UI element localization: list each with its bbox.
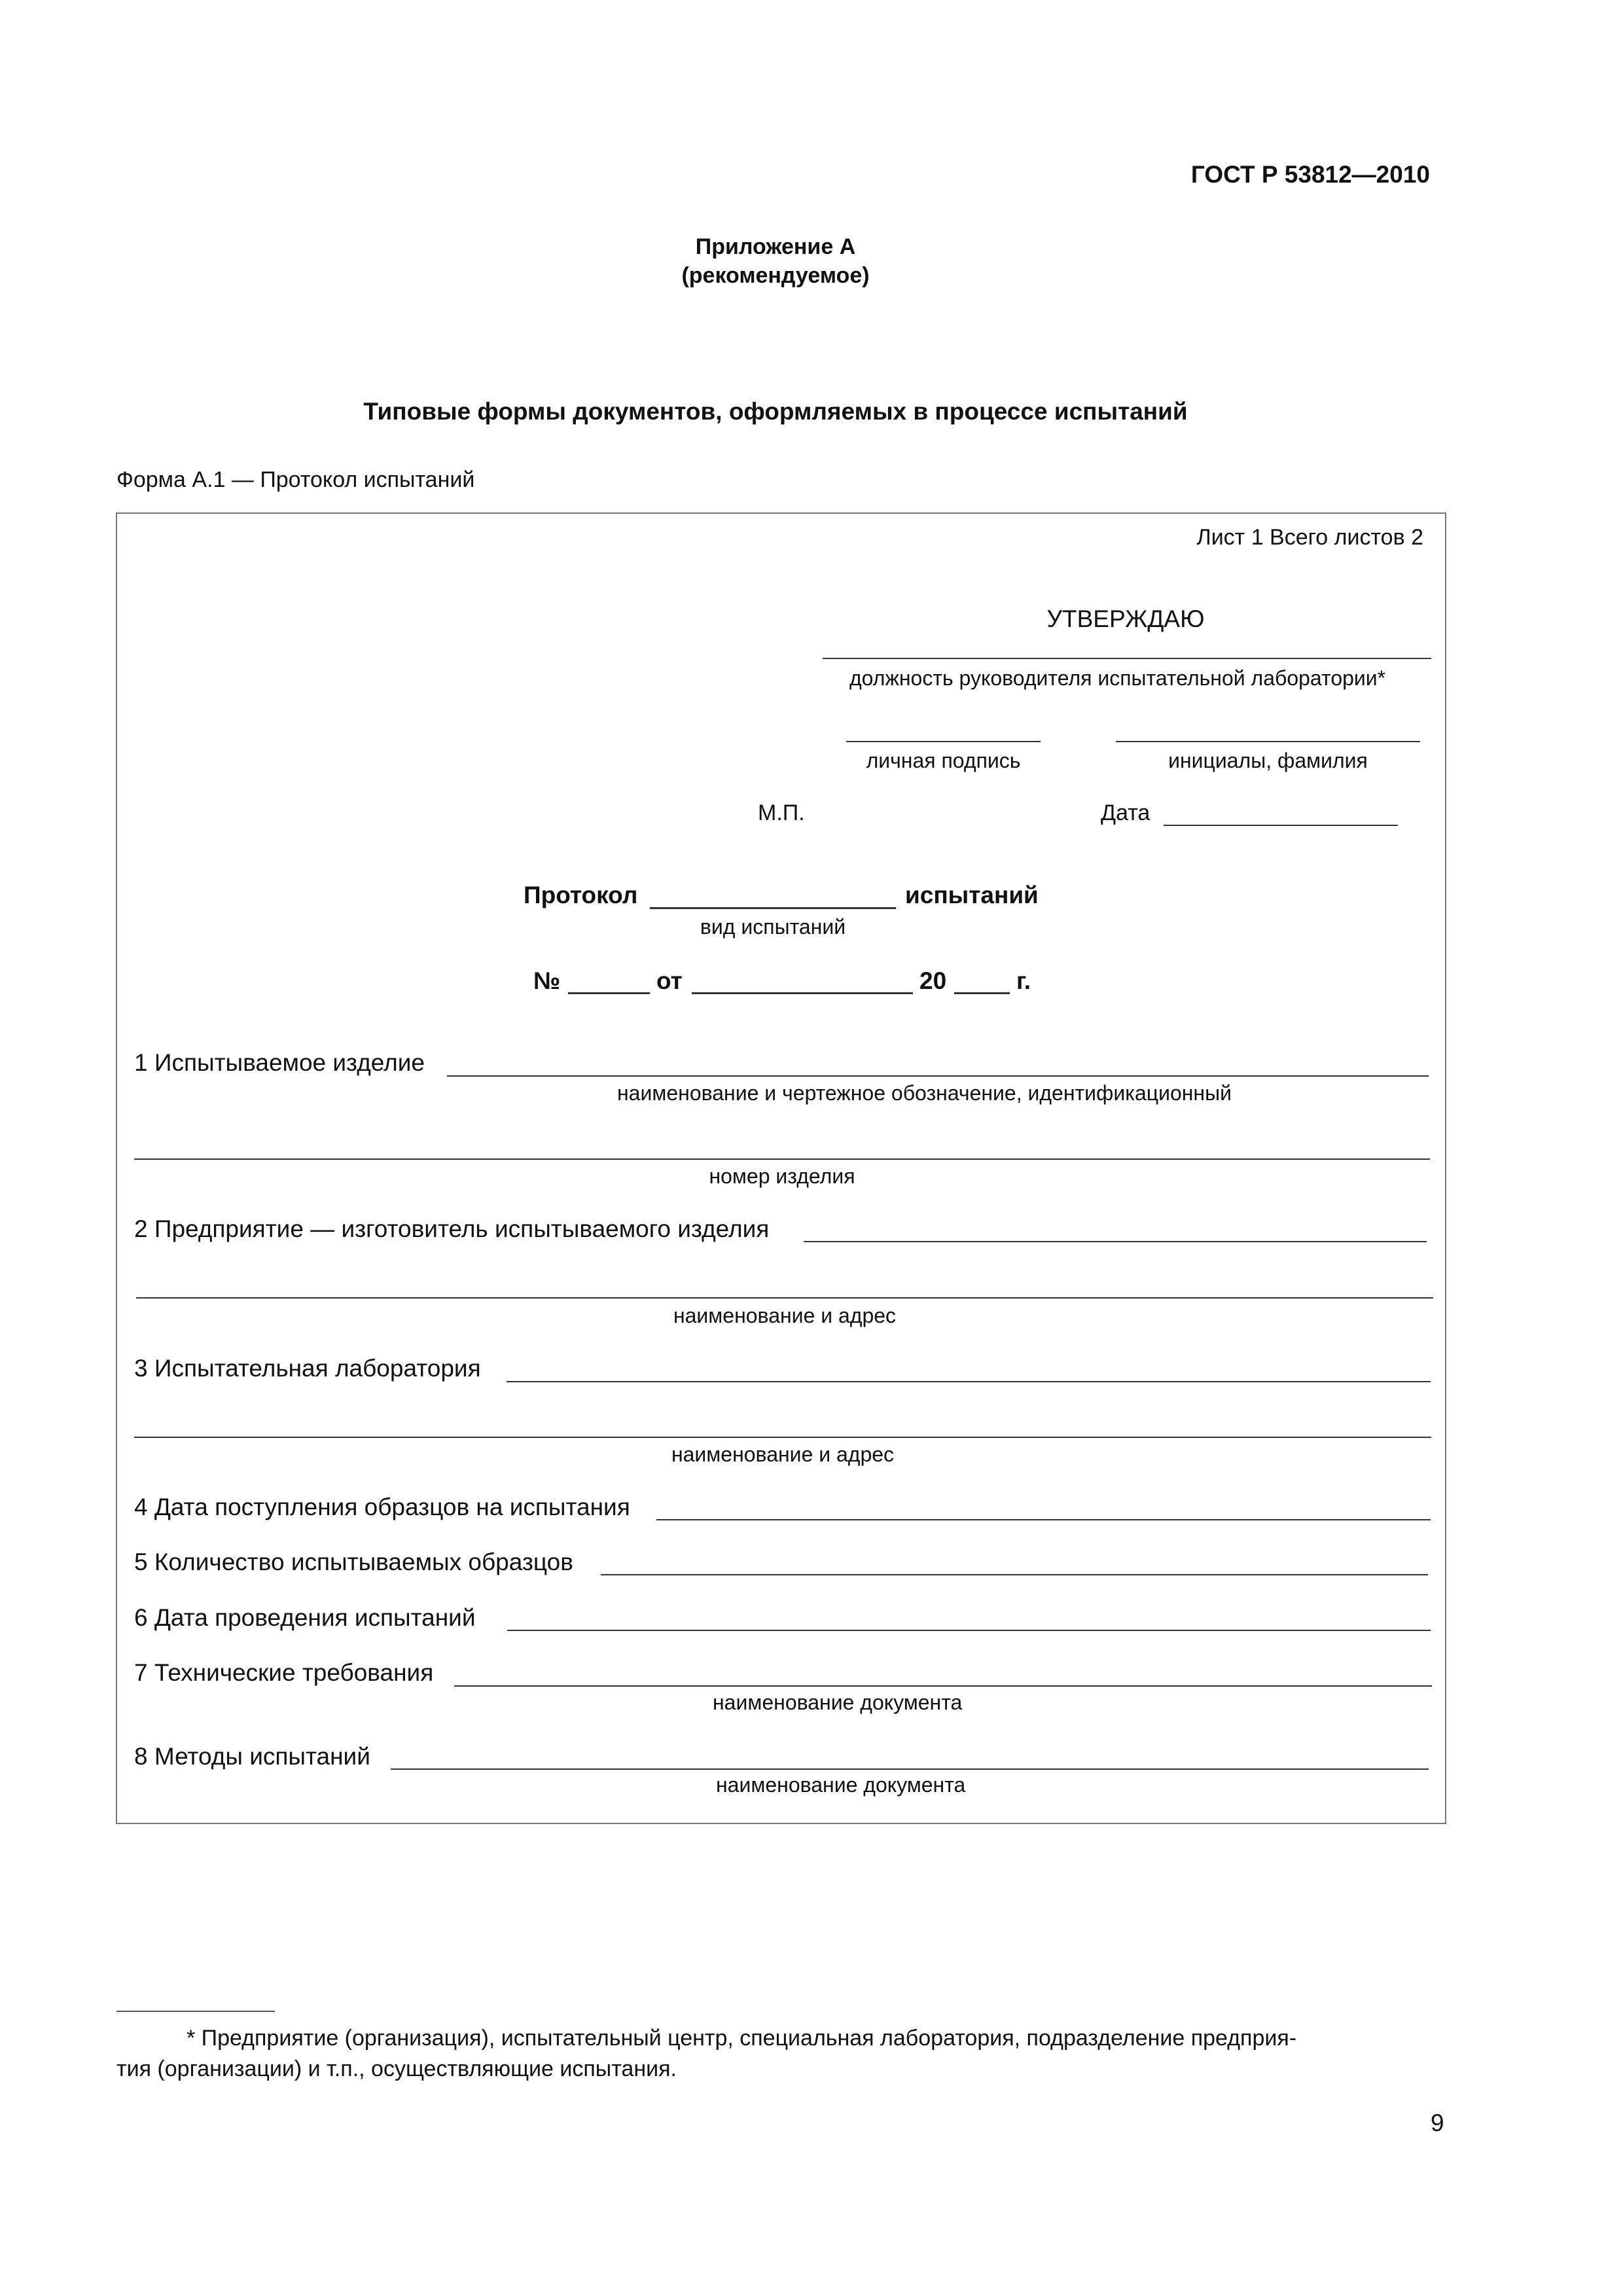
position-caption: должность руководителя испытательной лаборатории* <box>849 666 1386 690</box>
item-8-caption: наименование документа <box>716 1773 966 1797</box>
item-7-caption: наименование документа <box>713 1691 963 1714</box>
item-6-line <box>507 1630 1431 1631</box>
item-5-label: 5 Количество испытываемых образцов <box>134 1549 573 1575</box>
position-line <box>823 658 1431 659</box>
item-4-line <box>656 1519 1431 1520</box>
initials-line <box>1116 741 1420 742</box>
section-title: Типовые формы документов, оформляемых в процессе испытаний <box>363 398 1188 425</box>
annex-title: Приложение А <box>695 234 856 259</box>
item-8-label: 8 Методы испытаний <box>134 1743 370 1770</box>
item-1-caption: наименование и чертежное обозначение, идентификационный <box>617 1081 1232 1105</box>
from-label: от <box>656 967 683 994</box>
year-suffix: г. <box>1016 967 1031 994</box>
item-7-label: 7 Технические требования <box>134 1659 434 1686</box>
date-line <box>1164 825 1398 826</box>
item-1-caption-2: номер изделия <box>709 1164 855 1188</box>
item-3-caption: наименование и адрес <box>671 1443 895 1466</box>
protocol-type-line <box>650 907 896 909</box>
footnote-line-2: тия (организации) и т.п., осуществляющие испытания. <box>116 2056 677 2081</box>
item-8-line <box>391 1768 1429 1770</box>
initials-caption: инициалы, фамилия <box>1168 749 1368 772</box>
item-2-label: 2 Предприятие — изготовитель испытываемого изделия <box>134 1215 770 1242</box>
signature-line <box>846 741 1041 742</box>
sheet-counter: Лист 1 Всего листов 2 <box>1196 525 1423 550</box>
item-5-line <box>601 1574 1428 1575</box>
protocol-suffix: испытаний <box>905 882 1039 908</box>
protocol-caption: вид испытаний <box>700 915 846 939</box>
number-prefix: № <box>533 967 561 994</box>
standard-number: ГОСТ Р 53812—2010 <box>1190 161 1430 188</box>
approve-heading: УТВЕРЖДАЮ <box>1046 605 1205 632</box>
item-2-caption: наименование и адрес <box>673 1304 897 1327</box>
stamp-label: М.П. <box>758 800 805 825</box>
form-label: Форма А.1 — Протокол испытаний <box>116 467 475 492</box>
footnote-separator <box>116 2011 275 2012</box>
item-1-line-2 <box>134 1158 1430 1160</box>
annex-status: (рекомендуемое) <box>681 263 870 288</box>
year-line <box>954 992 1010 994</box>
item-1-label: 1 Испытываемое изделие <box>134 1049 425 1076</box>
item-2-line-2 <box>136 1297 1433 1299</box>
item-4-label: 4 Дата поступления образцов на испытания <box>134 1494 630 1520</box>
page-number: 9 <box>1431 2109 1444 2136</box>
item-7-line <box>454 1685 1432 1687</box>
footnote-line-1: * Предприятие (организация), испытательный центр, специальная лаборатория, подразделение предприя- <box>187 2026 1297 2051</box>
item-6-label: 6 Дата проведения испытаний <box>134 1604 476 1631</box>
signature-caption: личная подпись <box>866 749 1021 772</box>
protocol-prefix: Протокол <box>524 882 638 908</box>
date-from-line <box>692 992 913 994</box>
year-prefix: 20 <box>919 967 947 994</box>
item-1-line <box>447 1075 1429 1077</box>
item-3-label: 3 Испытательная лаборатория <box>134 1355 481 1382</box>
item-2-line <box>804 1241 1427 1242</box>
date-label: Дата <box>1101 800 1150 825</box>
item-3-line <box>507 1381 1431 1382</box>
item-3-line-2 <box>134 1437 1431 1438</box>
number-line <box>568 992 650 994</box>
